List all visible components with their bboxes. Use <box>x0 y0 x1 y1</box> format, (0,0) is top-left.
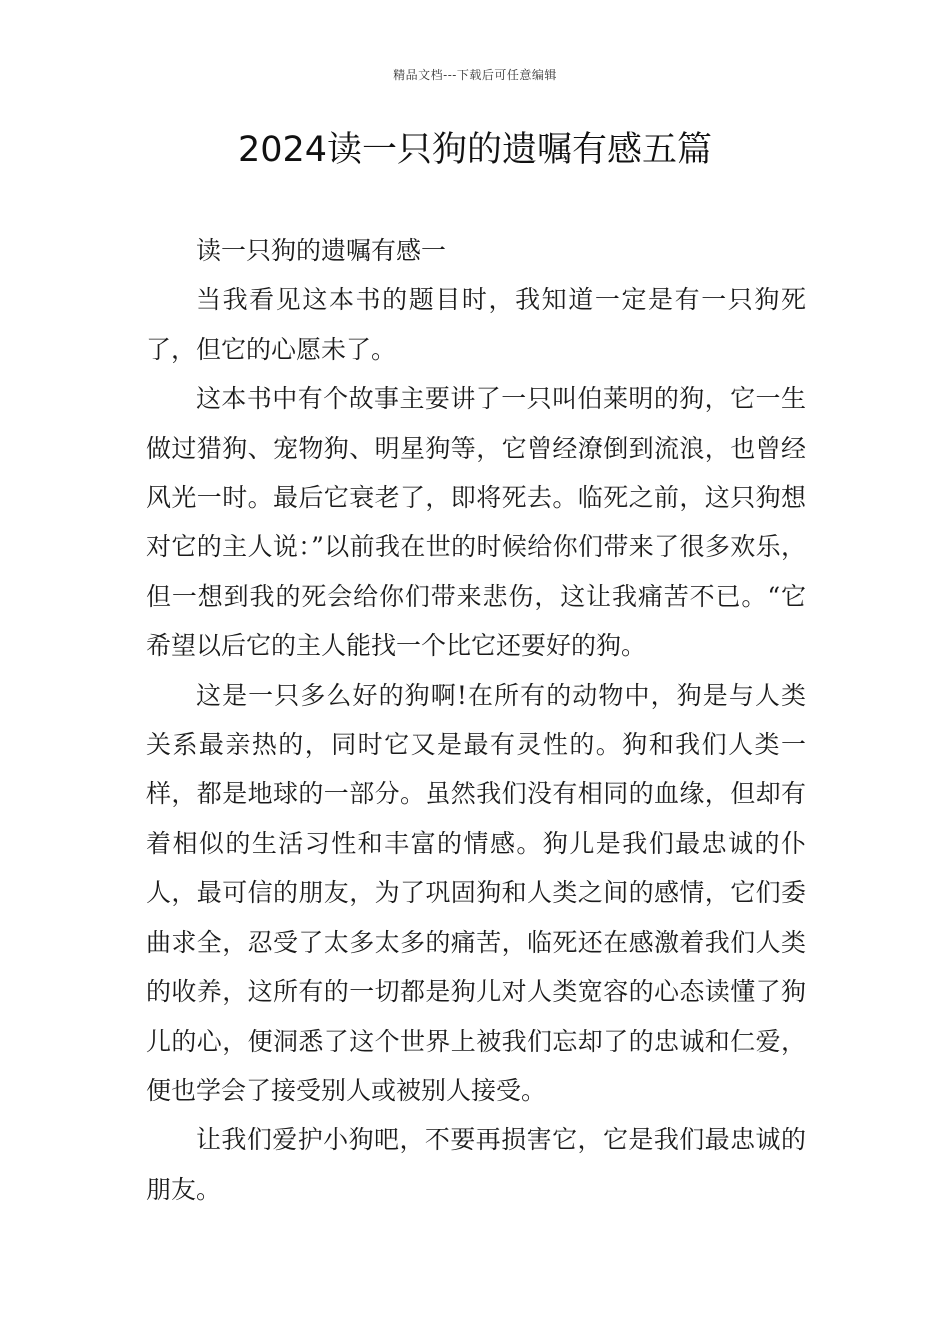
document-title: 2024读一只狗的遗嘱有感五篇 <box>237 130 713 170</box>
header-note: 精品文档---下载后可任意编辑 <box>393 68 557 82</box>
paragraph: 当我看见这本书的题目时，我知道一定是有一只狗死了，但它的心愿未了。 <box>146 285 806 364</box>
paragraph: 这本书中有个故事主要讲了一只叫伯莱明的狗，它一生做过猎狗、宠物狗、明星狗等，它曾经潦倒到流浪，也曾经风光一时。最后它衰老了，即将死去。临死之前，这只狗想对它的主人说：”以前我在世的时候给你们带来了很多欢乐，但一想到我的死会给你们带来悲伤，这让我痛苦不已。“它希望以后它的主人能找一个比它还要好的狗。 <box>146 384 806 661</box>
paragraph: 这是一只多么好的狗啊!在所有的动物中，狗是与人类关系最亲热的，同时它又是最有灵性的。狗和我们人类一样，都是地球的一部分。虽然我们没有相同的血缘，但却有着相似的生活习性和丰富的情感。狗儿是我们最忠诚的仆人，最可信的朋友，为了巩固狗和人类之间的感情，它们委曲求全，忍受了太多太多的痛苦，临死还在感激着我们人类的收养，这所有的一切都是狗儿对人类宽容的心态读懂了狗儿的心，便洞悉了这个世界上被我们忘却了的忠诚和仁爱，便也学会了接受别人或被别人接受。 <box>146 680 806 1105</box>
document-body <box>146 226 806 1214</box>
paragraph: 让我们爱护小狗吧，不要再损害它，它是我们最忠诚的朋友。 <box>146 1125 806 1204</box>
section-heading: 读一只狗的遗嘱有感一 <box>196 236 447 265</box>
